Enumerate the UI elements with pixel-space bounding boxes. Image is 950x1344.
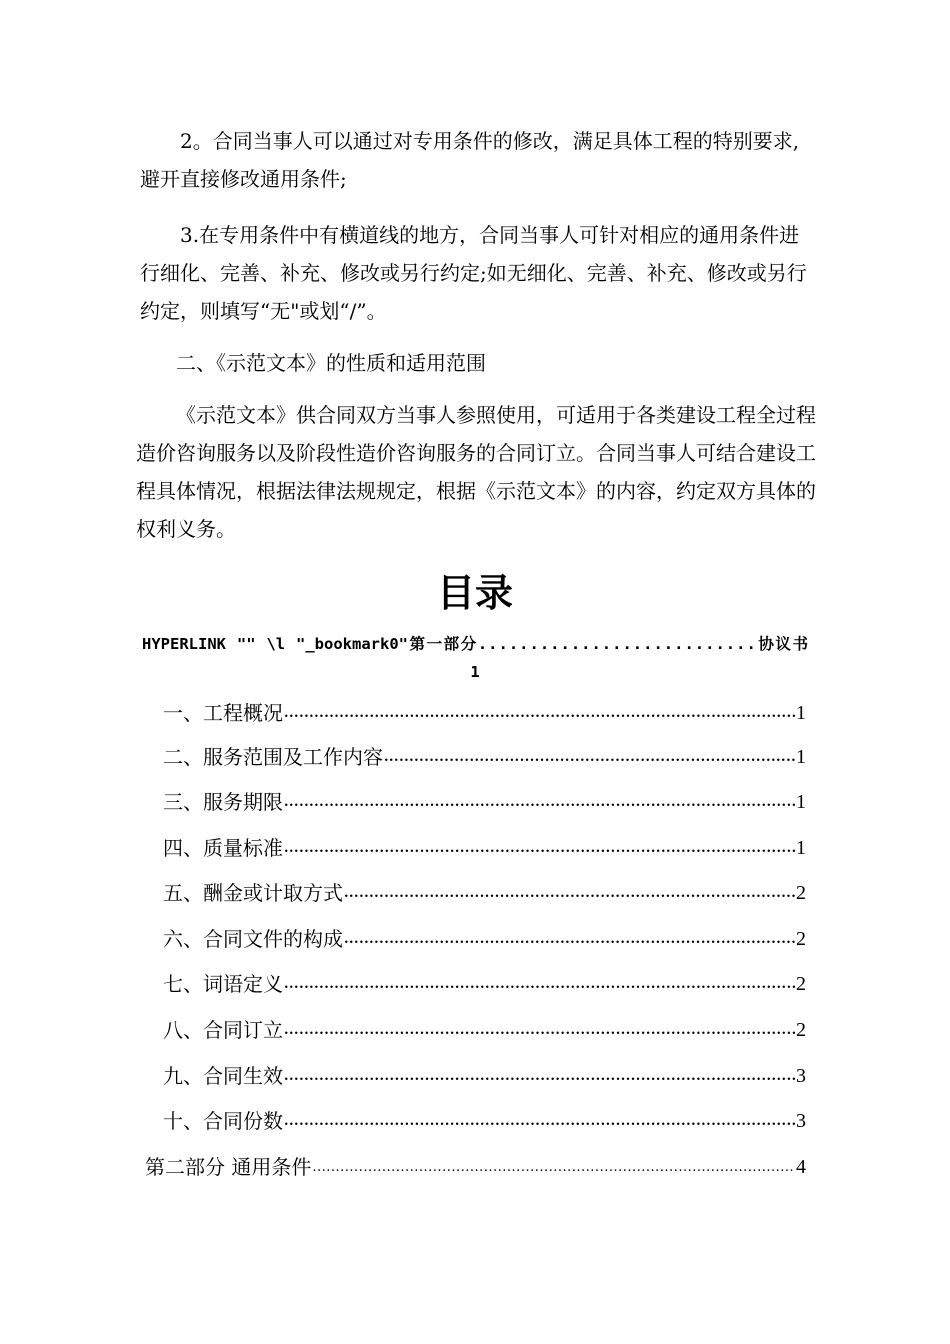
toc-title: 目录	[436, 571, 513, 615]
toc-leader	[284, 793, 795, 813]
paragraph-nature-scope: 《示范文本》供合同双方当事人参照使用，可适用于各类建设工程全过程造价咨询服务以及阶段性造价咨询服务的合同订立。合同当事人可结合建设工程具体情况，根据法律法规规定，根据《示范文本》的内容，约定双方具体的权利义务。	[136, 403, 816, 541]
paragraph-modify-special-conditions: 2。合同当事人可以通过对专用条件的修改，满足具体工程的特别要求,避开直接修改通用条件;	[140, 129, 800, 191]
toc-leader	[284, 1112, 795, 1132]
toc-entry[interactable]	[163, 1106, 806, 1136]
toc-entry-page: 1	[796, 791, 806, 813]
toc-entry-part2[interactable]	[145, 1152, 806, 1182]
toc-entry-label: 六、合同文件的构成	[163, 927, 343, 951]
toc-entry-label: 二、服务范围及工作内容	[163, 745, 383, 769]
toc-entry-label: 第二部分 通用条件	[145, 1155, 312, 1179]
toc-entry[interactable]	[163, 1061, 806, 1091]
toc-entry-label: 五、酬金或计取方式	[163, 881, 343, 905]
toc-entry-page: 4	[796, 1156, 806, 1178]
toc-leader	[284, 975, 795, 995]
toc-entry-page: 2	[796, 882, 806, 904]
paragraph-dashed-line-fields: 3.在专用条件中有横道线的地方，合同当事人可针对相应的通用条件进行细化、完善、补充、修改或另行约定;如无细化、完善、补充、修改或另行约定，则填写“无"或划“/”。	[140, 223, 807, 323]
toc-entry-page: 2	[796, 928, 806, 950]
toc-entry-page: 3	[796, 1110, 806, 1132]
toc-leader	[284, 1021, 795, 1041]
toc-entry[interactable]	[163, 742, 806, 772]
toc-entry-label: 一、工程概况	[163, 701, 283, 725]
toc-entry-label: 三、服务期限	[163, 790, 283, 814]
toc-entry[interactable]	[163, 924, 806, 954]
toc-entry-page: 1	[796, 702, 806, 724]
toc-entry-page: 3	[796, 1065, 806, 1087]
toc-entry-label: 十、合同份数	[163, 1109, 283, 1133]
toc-hyperlink-field: HYPERLINK "" \l "_bookmark0"第一部分	[142, 635, 478, 653]
toc-entry-label: 七、词语定义	[163, 972, 283, 996]
toc-entry-part1[interactable]	[142, 630, 808, 686]
toc-entry[interactable]	[163, 698, 806, 728]
toc-entry-page: 2	[796, 973, 806, 995]
toc-entry-label: 八、合同订立	[163, 1018, 283, 1042]
toc-entry-label: 九、合同生效	[163, 1064, 283, 1088]
toc-entry-page: 1	[796, 746, 806, 768]
toc-entry[interactable]	[163, 969, 806, 999]
toc-hyperlink-tail: 协议书	[756, 635, 808, 653]
toc-leader	[384, 748, 795, 768]
toc-leader	[344, 884, 795, 904]
toc-leader	[312, 1158, 795, 1178]
section-heading-nature-scope: 二、《示范文本》的性质和适用范围	[176, 351, 486, 375]
toc-leader	[344, 930, 795, 950]
toc-entry[interactable]	[163, 787, 806, 817]
toc-entry[interactable]	[163, 1015, 806, 1045]
toc-hyperlink-page: 1	[470, 663, 480, 681]
toc-entry[interactable]	[163, 833, 806, 863]
toc-entry-page: 1	[796, 837, 806, 859]
toc-entry-page: 2	[796, 1019, 806, 1041]
toc-leader	[284, 704, 795, 724]
toc-hyperlink-dots: ...........................	[477, 635, 757, 653]
toc-entry[interactable]	[163, 878, 806, 908]
toc-leader	[284, 839, 795, 859]
toc-leader	[284, 1067, 795, 1087]
toc-entry-label: 四、质量标准	[163, 836, 283, 860]
